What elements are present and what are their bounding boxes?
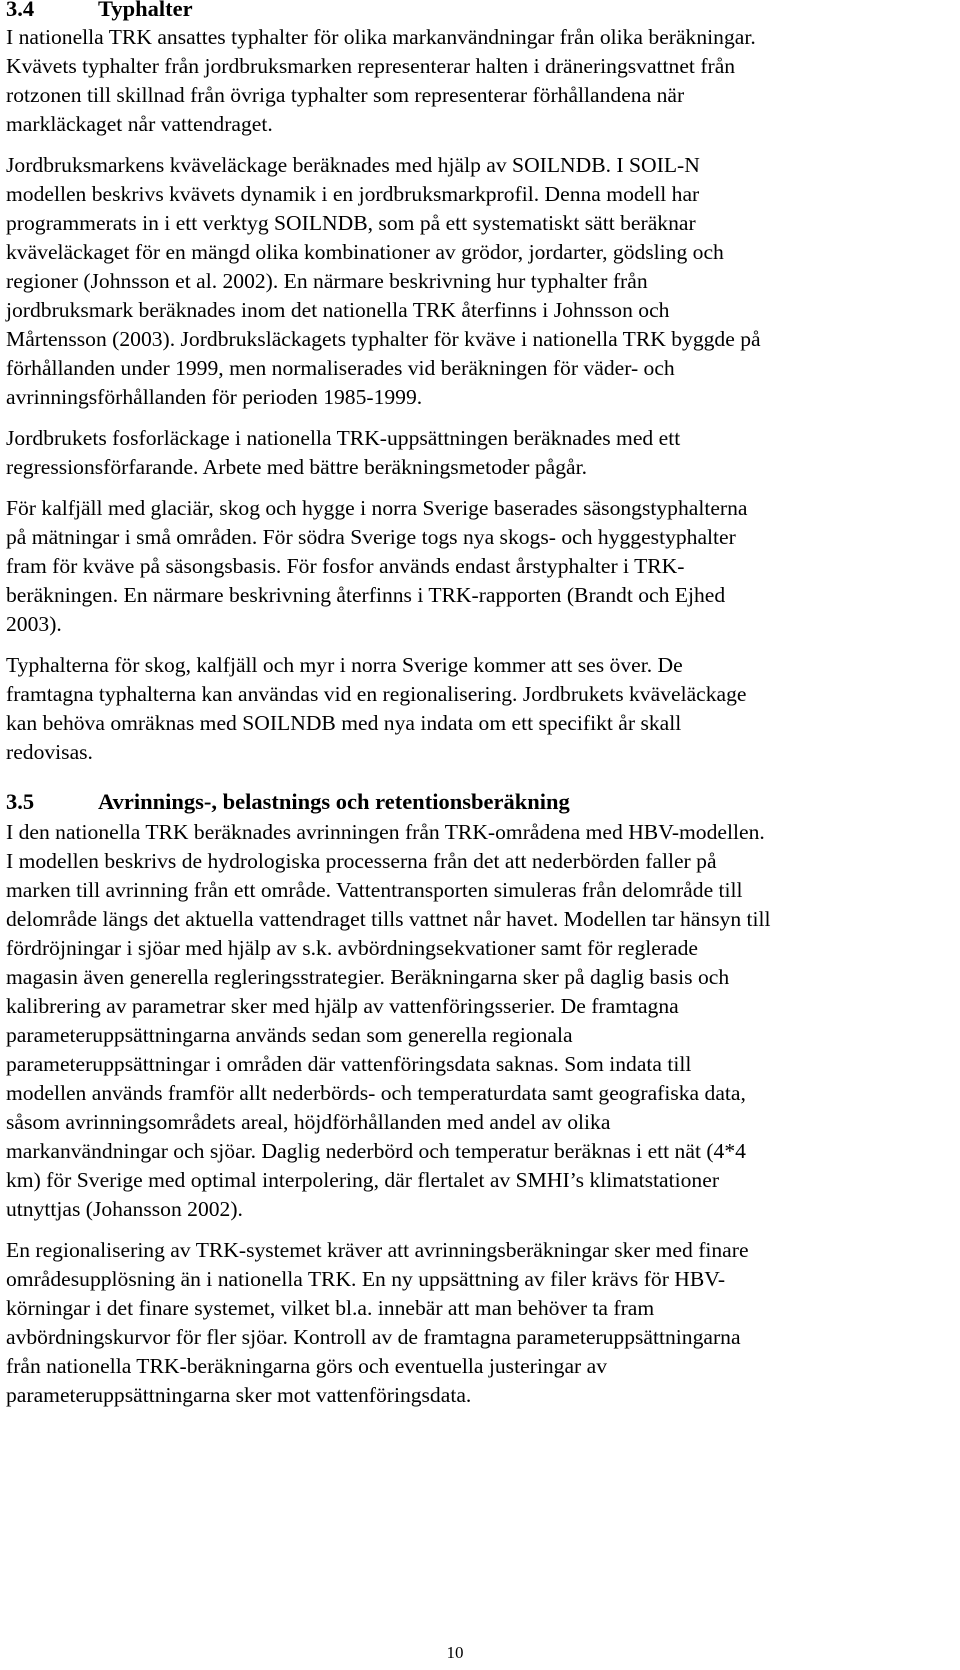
body-paragraph: Jordbruksmarkens kväveläckage beräknades med hjälp av SOILNDB. I SOIL-N modellen beskrivs kvävets dynamik i en jordbruksmarkprofil. Denna modell har programmerats in i ett verktyg SOILNDB, som på ett systematiskt sätt beräknar kväveläckaget för en mängd olika kombinationer av grödor, jordarter, gödsling och regioner (Johnsson et al. 2002). En närmare beskrivning hur typhalter från jordbruksmark beräknades inom det nationella TRK återfinns i Johnsson och Mårtensson (2003). Jordbruksläckagets typhalter för kväve i nationella TRK byggde på förhållanden under 1999, men normaliserades vid beräkningen för väder- och avrinningsförhållanden för perioden 1985-1999. xyxy=(6,153,761,409)
section-number: 3.4 xyxy=(6,0,35,21)
section-heading xyxy=(6,787,936,816)
body-paragraph: Typhalterna för skog, kalfjäll och myr i norra Sverige kommer att ses över. De framtagna typhalterna kan användas vid en regionalisering. Jordbrukets kväveläckage kan behöva omräknas med SOILNDB med nya indata om ett specifikt år skall redovisas. xyxy=(6,653,747,764)
page-number: 10 xyxy=(446,1643,464,1662)
body-paragraph: I nationella TRK ansattes typhalter för olika markanvändningar från olika beräkningar. Kvävets typhalter från jordbruksmarken representerar halten i dräneringsvattnet från rotzonen till skillnad från övriga typhalter som representerar förhållandena när markläckaget når vattendraget. xyxy=(6,25,756,136)
body-paragraph: I den nationella TRK beräknades avrinningen från TRK-områdena med HBV-modellen. I modellen beskrivs de hydrologiska processerna från det att nederbörden faller på marken till avrinning från ett område. Vattentransporten simuleras från delområde till delområde längs det aktuella vattendraget tills vattnet når havet. Modellen tar hänsyn till fördröjningar i sjöar med hjälp av s.k. avbördningsekvationer samt för reglerade magasin även generella regleringsstrategier. Beräkningarna sker på daglig basis och kalibrering av parametrar sker med hjälp av vattenföringsserier. De framtagna parameteruppsättningarna används sedan som generella regionala parameteruppsättningar i områden där vattenföringsdata saknas. Som indata till modellen används framför allt nederbörds- och temperaturdata samt geografiska data, såsom avrinningsområdets areal, höjdförhållanden med andel av olika markanvändningar och sjöar. Daglig nederbörd och temperatur beräknas i ett nät (4*4 km) för Sverige med optimal interpolering, där flertalet av SMHI’s klimatstationer utnyttjas (Johansson 2002). xyxy=(6,820,771,1221)
section-title: Avrinnings-, belastnings och retentionsberäkning xyxy=(98,789,570,814)
body-paragraph: Jordbrukets fosforläckage i nationella TRK-uppsättningen beräknades med ett regressionsförfarande. Arbete med bättre beräkningsmetoder pågår. xyxy=(6,426,681,479)
body-paragraph: En regionalisering av TRK-systemet kräver att avrinningsberäkningar sker med finare områdesupplösning än i nationella TRK. En ny uppsättning av filer krävs för HBV- körningar i det finare systemet, vilket bl.a. innebär att man behöver ta fram avbördningskurvor för fler sjöar. Kontroll av de framtagna parameteruppsättningarna från nationella TRK-beräkningarna görs och eventuella justeringar av parameteruppsättningarna sker mot vattenföringsdata. xyxy=(6,1238,749,1407)
section-heading xyxy=(6,0,936,23)
document-page xyxy=(6,0,936,1410)
section-title: Typhalter xyxy=(98,0,193,21)
body-paragraph: För kalfjäll med glaciär, skog och hygge i norra Sverige baserades säsongstyphalterna på mätningar i små områden. För södra Sverige togs nya skogs- och hyggestyphalter fram för kväve på säsongsbasis. För fosfor används endast årstyphalter i TRK- beräkningen. En närmare beskrivning återfinns i TRK-rapporten (Brandt och Ejhed 2003). xyxy=(6,496,748,636)
section-number: 3.5 xyxy=(6,789,35,814)
